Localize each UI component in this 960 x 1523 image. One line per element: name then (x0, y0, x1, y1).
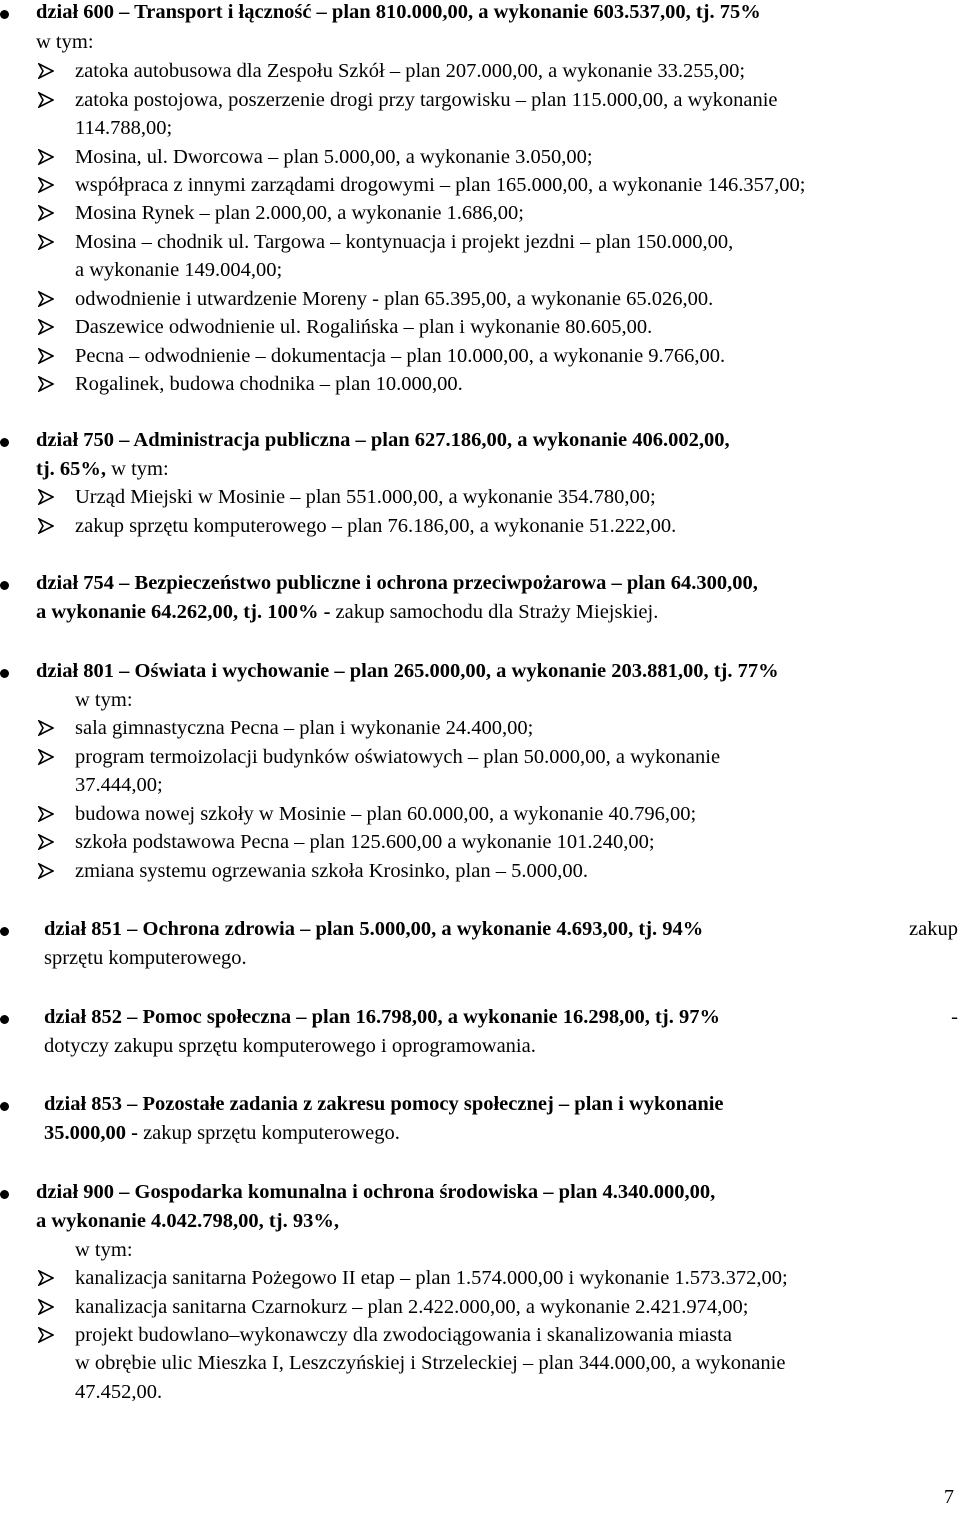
bullet-icon (0, 438, 9, 447)
list-item-continuation: 114.788,00; (75, 117, 173, 139)
list-item: Urząd Miejski w Mosinie – plan 551.000,00, a wykonanie 354.780,00; (75, 486, 656, 508)
section-853-heading: dział 853 – Pozostałe zadania z zakresu pomocy społecznej – plan i wykonanie (44, 1093, 724, 1115)
bullet-icon (0, 1015, 9, 1024)
list-item: kanalizacja sanitarna Pożegowo II etap – plan 1.574.000,00 i wykonanie 1.573.372,00; (75, 1267, 788, 1289)
bullet-icon (0, 1190, 9, 1199)
arrow-bullet-icon (38, 489, 54, 505)
bullet-icon (0, 927, 9, 936)
list-item: współpraca z innymi zarządami drogowymi – plan 165.000,00, a wykonanie 146.357,00; (75, 174, 806, 196)
arrow-bullet-icon (38, 518, 54, 534)
bullet-icon (0, 669, 9, 678)
list-item: budowa nowej szkoły w Mosinie – plan 60.000,00, a wykonanie 40.796,00; (75, 803, 697, 825)
list-item-continuation: w obrębie ulic Mieszka I, Leszczyńskiej i Strzeleckiej – plan 344.000,00, a wykonanie (75, 1352, 786, 1374)
in-which-label: w tym: (75, 689, 133, 711)
arrow-bullet-icon (38, 92, 54, 108)
section-851-text: sprzętu komputerowego. (44, 947, 247, 969)
bullet-icon (0, 1102, 9, 1111)
section-852-heading: dział 852 – Pomoc społeczna – plan 16.798,00, a wykonanie 16.298,00, tj. 97% - (44, 1006, 958, 1028)
arrow-bullet-icon (38, 205, 54, 221)
arrow-bullet-icon (38, 1299, 54, 1315)
section-852-text: dotyczy zakupu sprzętu komputerowego i oprogramowania. (44, 1035, 536, 1057)
list-item: Mosina – chodnik ul. Targowa – kontynuacja i projekt jezdni – plan 150.000,00, (75, 231, 734, 253)
arrow-bullet-icon (38, 863, 54, 879)
list-item: program termoizolacji budynków oświatowych – plan 50.000,00, a wykonanie (75, 746, 721, 768)
list-item: zmiana systemu ogrzewania szkoła Krosinko, plan – 5.000,00. (75, 860, 588, 882)
in-which-label: w tym: (36, 31, 94, 53)
list-item: Pecna – odwodnienie – dokumentacja – plan 10.000,00, a wykonanie 9.766,00. (75, 345, 726, 367)
list-item: Mosina, ul. Dworcowa – plan 5.000,00, a wykonanie 3.050,00; (75, 146, 593, 168)
arrow-bullet-icon (38, 806, 54, 822)
section-900-heading: dział 900 – Gospodarka komunalna i ochrona środowiska – plan 4.340.000,00, (36, 1181, 716, 1203)
arrow-bullet-icon (38, 291, 54, 307)
list-item: Mosina Rynek – plan 2.000,00, a wykonanie 1.686,00; (75, 202, 524, 224)
section-853-text: 35.000,00 - zakup sprzętu komputerowego. (44, 1122, 400, 1144)
section-754-heading-cont: a wykonanie 64.262,00, tj. 100% - zakup samochodu dla Straży Miejskiej. (36, 601, 659, 623)
section-801-heading: dział 801 – Oświata i wychowanie – plan 265.000,00, a wykonanie 203.881,00, tj. 77% (36, 660, 779, 682)
section-754-heading: dział 754 – Bezpieczeństwo publiczne i ochrona przeciwpożarowa – plan 64.300,00, (36, 572, 758, 594)
list-item: zatoka autobusowa dla Zespołu Szkół – plan 207.000,00, a wykonanie 33.255,00; (75, 60, 746, 82)
list-item: zatoka postojowa, poszerzenie drogi przy targowisku – plan 115.000,00, a wykonanie (75, 89, 778, 111)
list-item: Daszewice odwodnienie ul. Rogalińska – plan i wykonanie 80.605,00. (75, 316, 653, 338)
arrow-bullet-icon (38, 376, 54, 392)
arrow-bullet-icon (38, 149, 54, 165)
arrow-bullet-icon (38, 177, 54, 193)
section-750-heading-cont: tj. 65%, w tym: (36, 458, 169, 480)
section-900-heading-cont: a wykonanie 4.042.798,00, tj. 93%, (36, 1210, 339, 1232)
list-item: szkoła podstawowa Pecna – plan 125.600,00 a wykonanie 101.240,00; (75, 831, 655, 853)
list-item-continuation: 47.452,00. (75, 1381, 163, 1403)
list-item: Rogalinek, budowa chodnika – plan 10.000,00. (75, 373, 463, 395)
section-600-heading: dział 600 – Transport i łączność – plan 810.000,00, a wykonanie 603.537,00, tj. 75% (36, 1, 761, 23)
list-item: odwodnienie i utwardzenie Moreny - plan 65.395,00, a wykonanie 65.026,00. (75, 288, 714, 310)
arrow-bullet-icon (38, 720, 54, 736)
arrow-bullet-icon (38, 234, 54, 250)
arrow-bullet-icon (38, 63, 54, 79)
list-item: sala gimnastyczna Pecna – plan i wykonanie 24.400,00; (75, 717, 534, 739)
arrow-bullet-icon (38, 1270, 54, 1286)
section-750-heading: dział 750 – Administracja publiczna – plan 627.186,00, a wykonanie 406.002,00, (36, 429, 730, 451)
list-item: zakup sprzętu komputerowego – plan 76.186,00, a wykonanie 51.222,00. (75, 515, 677, 537)
in-which-label: w tym: (75, 1239, 133, 1261)
section-851-heading: dział 851 – Ochrona zdrowia – plan 5.000,00, a wykonanie 4.693,00, tj. 94% zakup (44, 918, 958, 940)
arrow-bullet-icon (38, 834, 54, 850)
list-item-continuation: a wykonanie 149.004,00; (75, 259, 283, 281)
list-item-continuation: 37.444,00; (75, 774, 163, 796)
bullet-icon (0, 10, 9, 19)
arrow-bullet-icon (38, 1327, 54, 1343)
arrow-bullet-icon (38, 319, 54, 335)
list-item: projekt budowlano–wykonawczy dla zwodociągowania i skanalizowania miasta (75, 1324, 732, 1346)
bullet-icon (0, 581, 9, 590)
list-item: kanalizacja sanitarna Czarnokurz – plan 2.422.000,00, a wykonanie 2.421.974,00; (75, 1296, 749, 1318)
arrow-bullet-icon (38, 348, 54, 364)
page-number: 7 (944, 1486, 954, 1508)
arrow-bullet-icon (38, 749, 54, 765)
